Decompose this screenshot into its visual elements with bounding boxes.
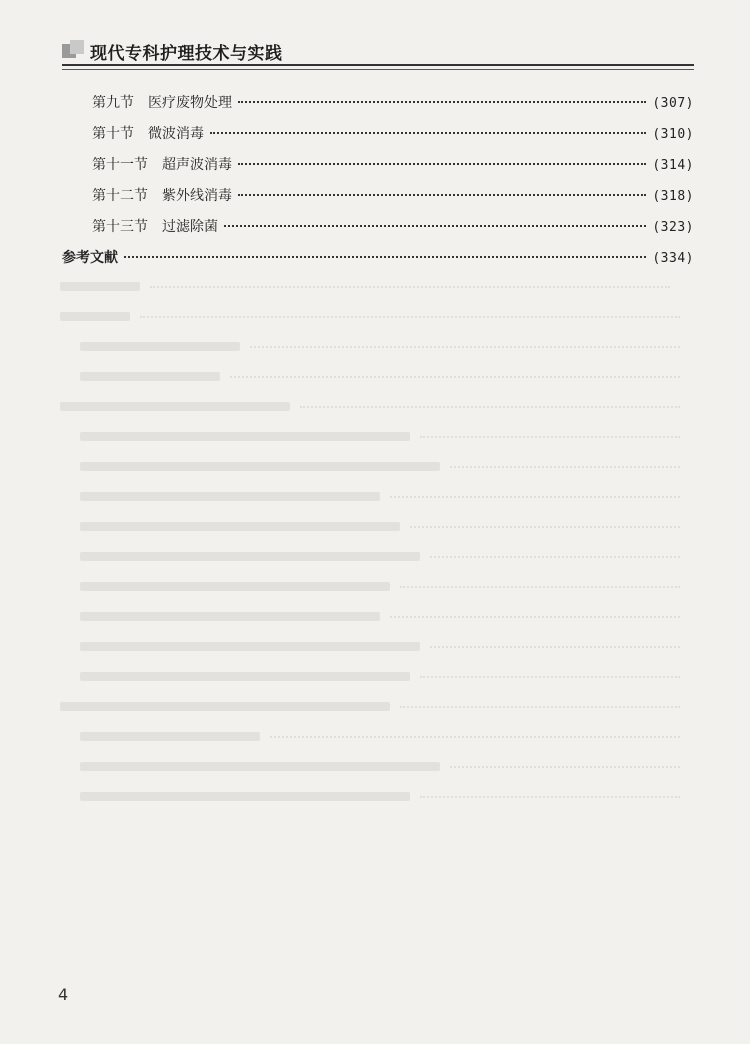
toc-entry-section-13[interactable] (62, 216, 694, 247)
section-title: 过滤除菌 (162, 219, 218, 235)
book-title: 现代专科护理技术与实践 (90, 44, 283, 64)
running-header (62, 36, 694, 70)
dot-leader (224, 224, 646, 227)
header-rule (62, 64, 694, 66)
page-reference: (334) (652, 251, 694, 266)
toc-entry-references[interactable] (62, 247, 694, 278)
page-number: 4 (58, 985, 69, 1004)
section-title: 医疗废物处理 (148, 95, 232, 111)
section-number: 第十一节 (92, 157, 148, 173)
header-rule-thin (62, 69, 694, 70)
page-reference: (318) (652, 189, 694, 204)
page-reference: (307) (652, 96, 694, 111)
dot-leader (210, 131, 646, 134)
toc-entry-section-9[interactable] (62, 92, 694, 123)
dot-leader (238, 162, 646, 165)
book-logo-icon (62, 40, 84, 60)
section-title: 微波消毒 (148, 126, 204, 142)
toc-entry-section-11[interactable] (62, 154, 694, 185)
section-number: 第九节 (92, 95, 134, 111)
toc-entry-section-12[interactable] (62, 185, 694, 216)
section-number: 第十二节 (92, 188, 148, 204)
section-title: 超声波消毒 (162, 157, 232, 173)
page-reference: (310) (652, 127, 694, 142)
references-title: 参考文献 (62, 250, 118, 266)
section-title: 紫外线消毒 (162, 188, 232, 204)
toc-entry-section-10[interactable] (62, 123, 694, 154)
dot-leader (238, 193, 646, 196)
section-number: 第十节 (92, 126, 134, 142)
show-through-background (60, 270, 720, 830)
table-of-contents (62, 92, 694, 278)
page-reference: (314) (652, 158, 694, 173)
dot-leader (238, 100, 646, 103)
section-number: 第十三节 (92, 219, 148, 235)
dot-leader (124, 255, 646, 258)
page-reference: (323) (652, 220, 694, 235)
